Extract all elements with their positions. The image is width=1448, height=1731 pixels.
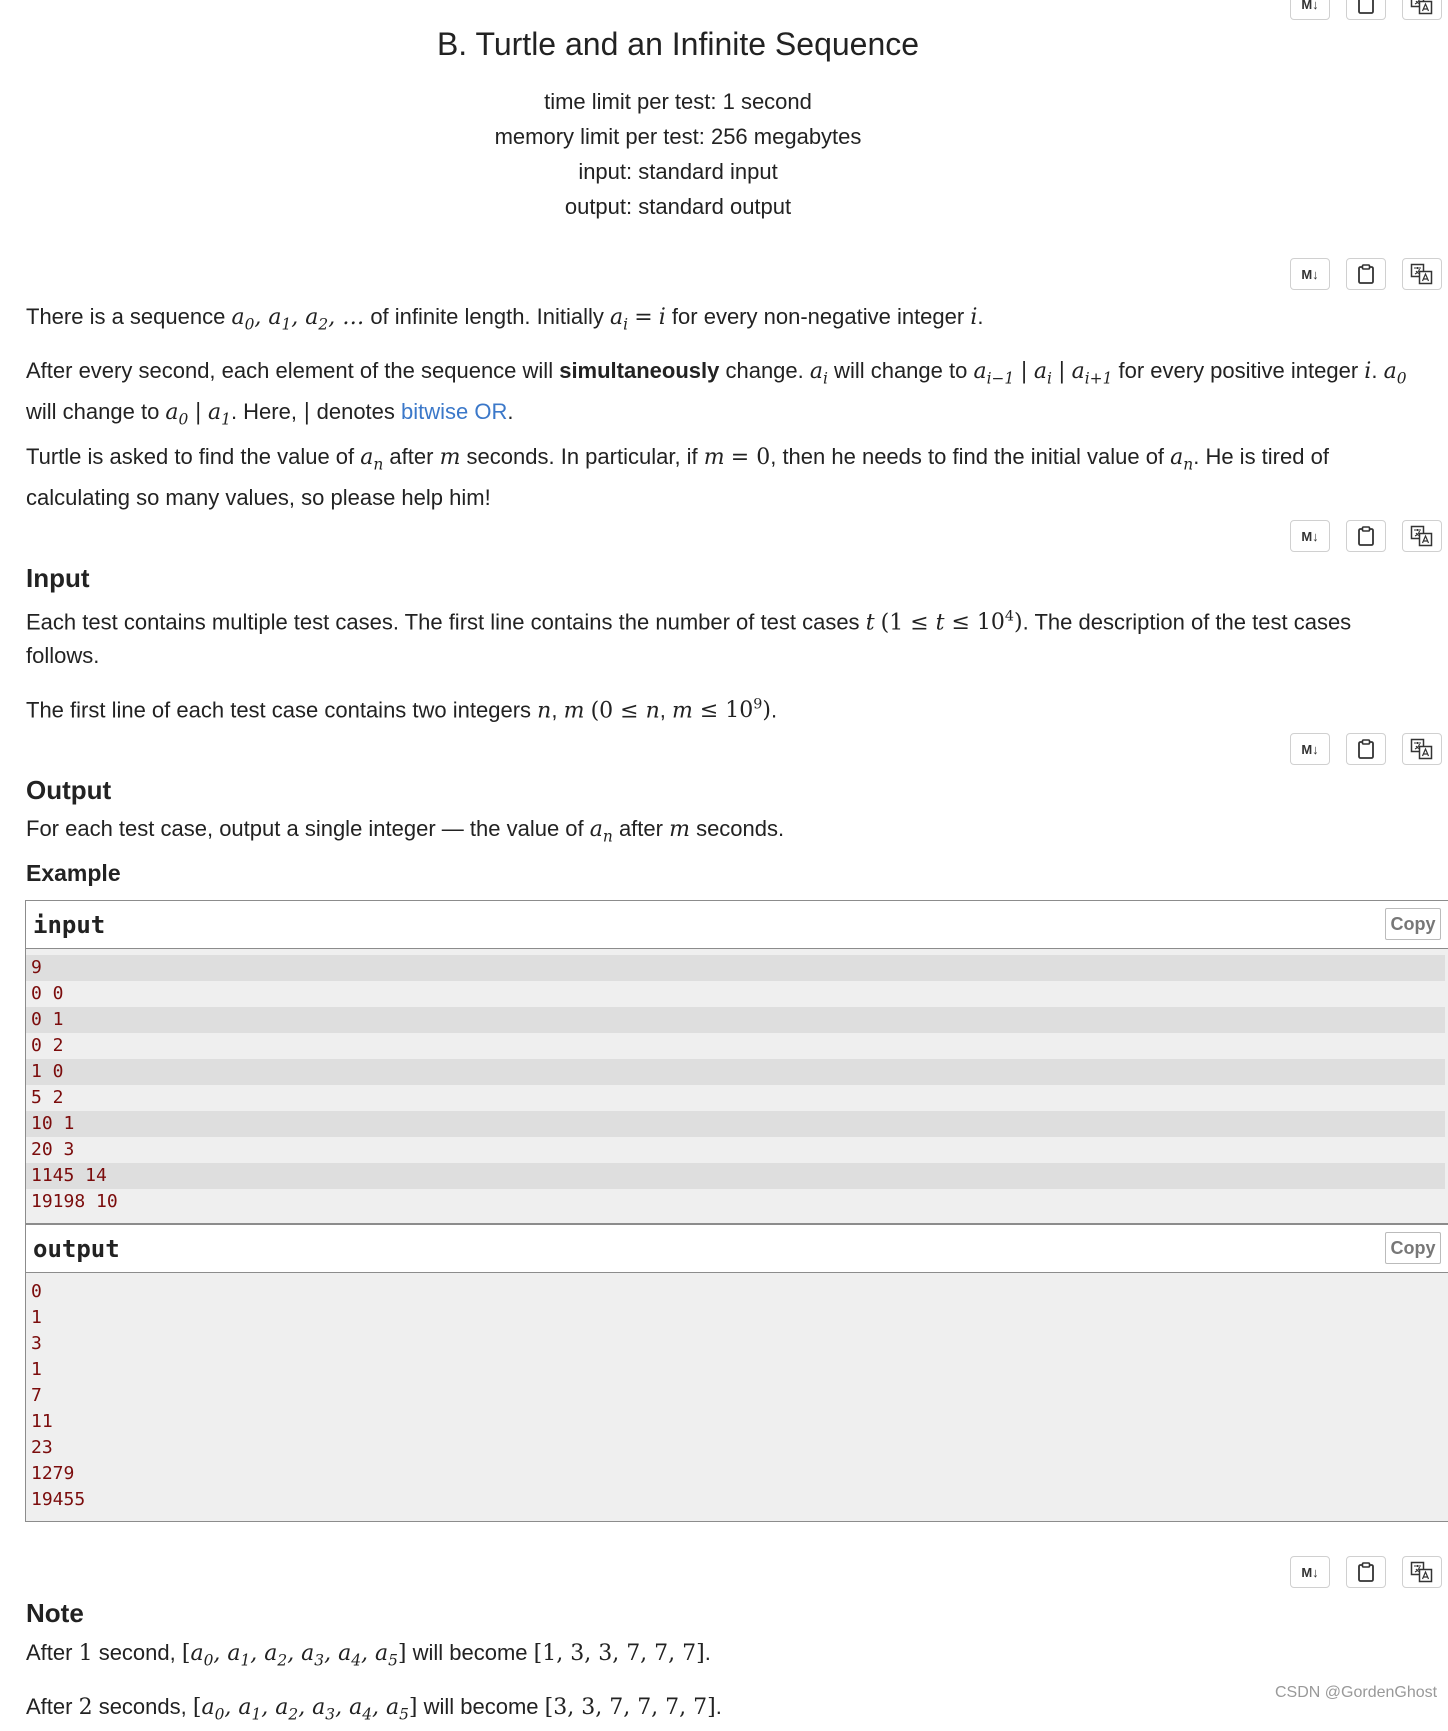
input-line: 5 2: [31, 1087, 64, 1108]
translate-icon: [1410, 0, 1434, 15]
output-line: 23: [31, 1437, 53, 1458]
example-input-header: [26, 901, 1448, 949]
output-line: 19455: [31, 1489, 86, 1510]
copy-input-button[interactable]: Copy: [1385, 908, 1441, 940]
clipboard-icon: [1357, 263, 1375, 285]
translate-icon: [1410, 263, 1434, 285]
markdown-button[interactable]: M↓: [1290, 520, 1330, 552]
note-heading: Note: [26, 1598, 84, 1628]
toolbar-statement: [1290, 258, 1442, 290]
memory-limit: memory limit per test: 256 megabytes: [494, 124, 862, 149]
example-input-box: [25, 900, 1448, 1224]
example-heading: Example: [26, 860, 121, 886]
output-line: 1: [31, 1307, 42, 1328]
translate-icon: [1410, 738, 1434, 760]
note-line-2: After 2 seconds, [$a_0$, $a_1$, $a_2$, $a_3$, $a_4$, $a_5$] will become [3, 3, 7, 7, 7, 7].: [26, 1694, 722, 1724]
translate-button[interactable]: [1402, 733, 1442, 765]
toolbar-input: [1290, 520, 1442, 552]
input-line: 9: [26, 955, 1445, 981]
output-line: 1: [31, 1359, 42, 1380]
input-line: 10 1: [26, 1111, 1445, 1137]
output-line: 3: [31, 1333, 42, 1354]
clipboard-button[interactable]: [1346, 733, 1386, 765]
problem-limits: [0, 84, 1356, 224]
toolbar-note: [1290, 1556, 1442, 1588]
statement-paragraph-3: Turtle is asked to find the value of $a_n$ after m seconds. In particular, if m = 0, then he needs to find the initial value of $a_n$. He is tired of calculating so many values, so please help him!: [26, 444, 1329, 511]
statement-paragraph-1: There is a sequence $a_0$, $a_1$, $a_2$, … of infinite length. Initially $a_i = i$ for every non-negative integer i.: [26, 304, 984, 334]
markdown-button[interactable]: M↓: [1290, 258, 1330, 290]
example-output-box: [25, 1224, 1448, 1522]
translate-icon: [1410, 1561, 1434, 1583]
input-type: input: standard input: [578, 159, 778, 184]
statement-paragraph-2: After every second, each element of the sequence will simultaneously change. $a_i$ will change to $a_{i-1}$ | $a_i$ | $a_{i+1}$ for every positive integer i. $a_0$ will change to $a_0$ | $a_1$. Here, | denotes bitwise OR.: [26, 358, 1407, 429]
input-paragraph-2: The first line of each test case contains two integers n, m (0 ≤ n, $m \le 10^9$).: [26, 697, 778, 724]
note-line-1: After 1 second, [$a_0$, $a_1$, $a_2$, $a_3$, $a_4$, $a_5$] will become [1, 3, 3, 7, 7, 7].: [26, 1640, 711, 1670]
input-line: 1 0: [26, 1059, 1445, 1085]
toolbar-top: [1290, 0, 1442, 20]
translate-button[interactable]: [1402, 1556, 1442, 1588]
bitwise-or-link[interactable]: bitwise OR: [401, 399, 508, 425]
clipboard-icon: [1357, 525, 1375, 547]
markdown-button[interactable]: M↓: [1290, 1556, 1330, 1588]
clipboard-icon: [1357, 738, 1375, 760]
output-line: 0: [31, 1281, 42, 1302]
clipboard-button[interactable]: [1346, 0, 1386, 20]
clipboard-button[interactable]: [1346, 520, 1386, 552]
input-paragraph-1: Each test contains multiple test cases. The first line contains the number of test cases t $(1 \le t \le 10^4)$. The description of the test cases follows.: [26, 609, 1352, 669]
output-line: 7: [31, 1385, 42, 1406]
input-line: 0 1: [26, 1007, 1445, 1033]
input-heading: Input: [26, 563, 90, 593]
clipboard-button[interactable]: [1346, 258, 1386, 290]
input-line: 19198 10: [31, 1191, 118, 1212]
example-output-label: output: [33, 1235, 120, 1263]
clipboard-icon: [1357, 0, 1375, 15]
output-type: output: standard output: [564, 194, 792, 219]
example-output-lines: [26, 1273, 1448, 1517]
translate-button[interactable]: [1402, 0, 1442, 20]
output-line: 1279: [31, 1463, 75, 1484]
markdown-button[interactable]: M↓: [1290, 0, 1330, 20]
input-line: 1145 14: [26, 1163, 1445, 1189]
translate-icon: [1410, 525, 1434, 547]
translate-button[interactable]: [1402, 258, 1442, 290]
output-paragraph: For each test case, output a single integer — the value of $a_n$ after m seconds.: [26, 816, 785, 846]
clipboard-button[interactable]: [1346, 1556, 1386, 1588]
example-input-label: input: [33, 911, 106, 939]
example-output-header: [26, 1225, 1448, 1273]
markdown-button[interactable]: M↓: [1290, 733, 1330, 765]
input-line: 20 3: [31, 1139, 75, 1160]
input-line: 0 2: [31, 1035, 64, 1056]
problem-title: B. Turtle and an Infinite Sequence: [436, 26, 920, 62]
example-input-lines: [26, 949, 1448, 1219]
input-line: 0 0: [31, 983, 64, 1004]
time-limit: time limit per test: 1 second: [544, 89, 812, 114]
watermark: CSDN @GordenGhost: [1275, 1684, 1438, 1701]
toolbar-output: [1290, 733, 1442, 765]
translate-button[interactable]: [1402, 520, 1442, 552]
output-heading: Output: [26, 775, 112, 805]
output-line: 11: [31, 1411, 53, 1432]
copy-output-button[interactable]: Copy: [1385, 1232, 1441, 1264]
clipboard-icon: [1357, 1561, 1375, 1583]
